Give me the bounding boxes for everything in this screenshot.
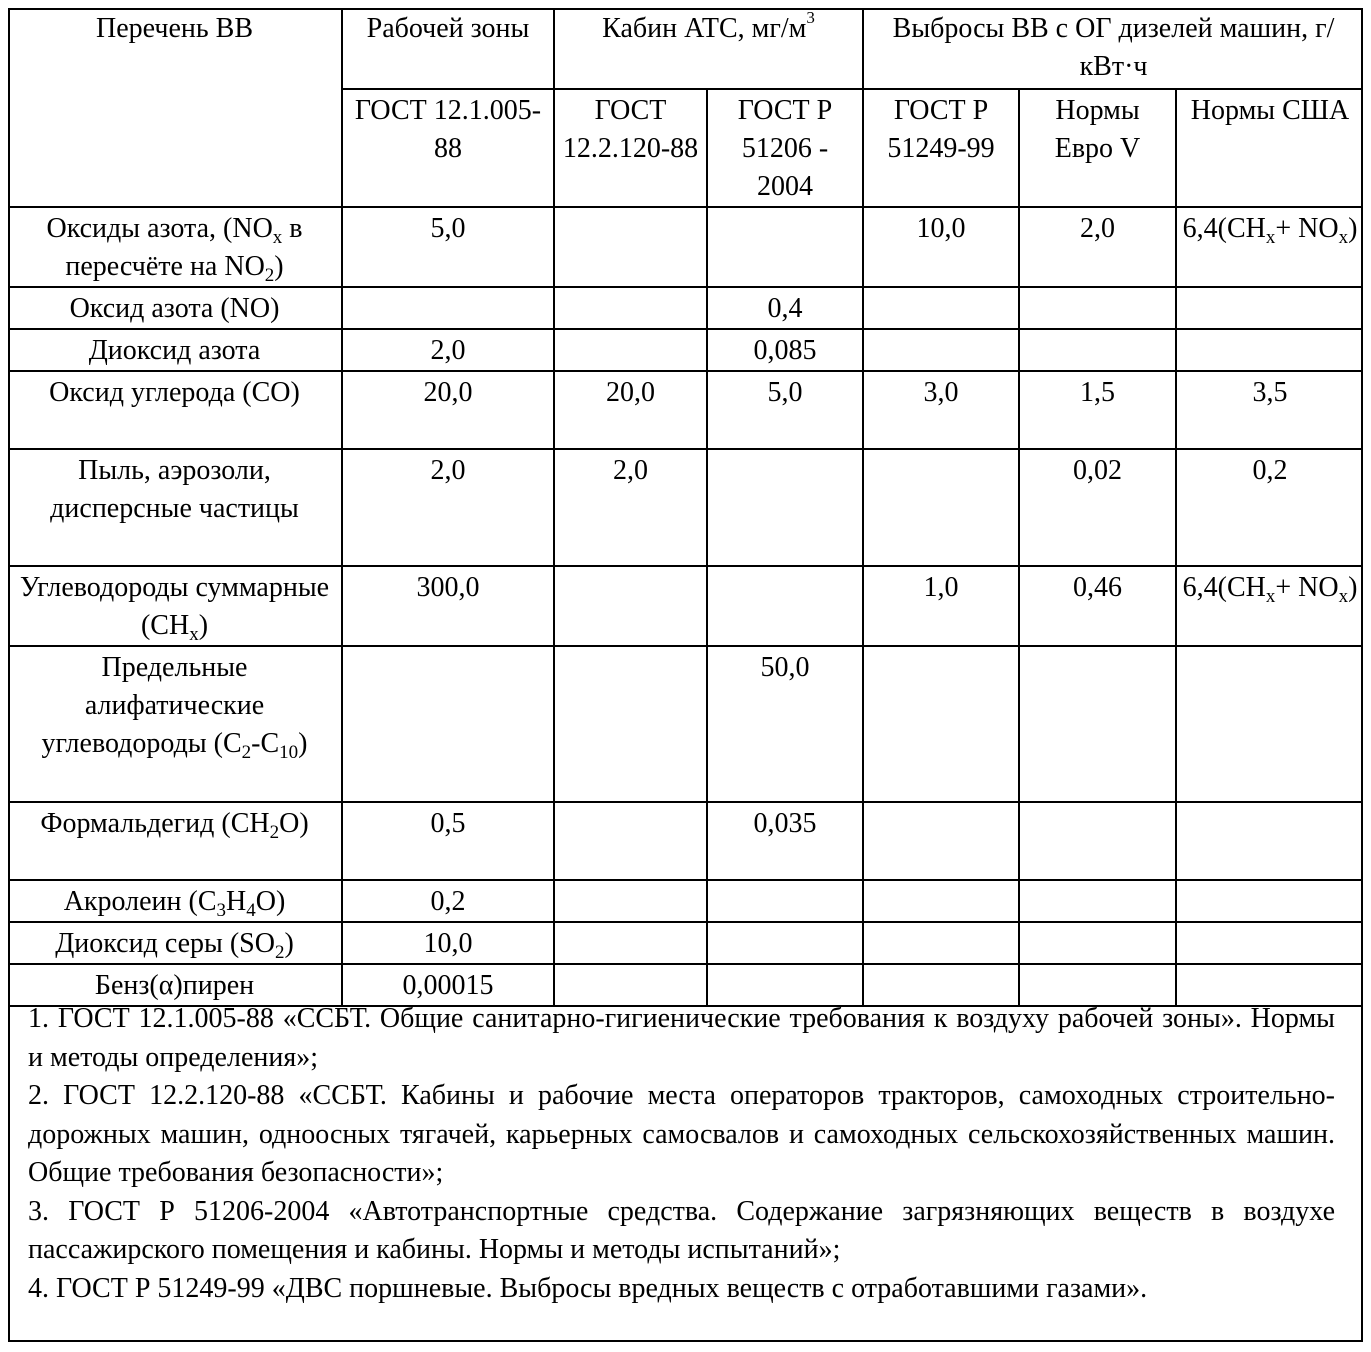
value-cell: 0,035 [707,802,863,880]
value-cell: 2,0 [342,449,554,566]
value-cell [1176,287,1363,329]
table-row [8,922,1363,964]
value-cell [554,646,707,802]
substance-name: Диоксид серы $(SO_2)$ [8,922,342,964]
value-cell [554,329,707,371]
value-cell: 0,46 [1019,566,1176,646]
table-row [8,566,1363,646]
substance-name: Бенз(α)пирен [8,964,342,1006]
value-cell: 1,5 [1019,371,1176,449]
value-cell: 50,0 [707,646,863,802]
value-cell [863,287,1019,329]
value-cell: 3,0 [863,371,1019,449]
header-standard: ГОСТ Р 51206 - 2004 [707,89,863,207]
value-cell: $6,4(CH_x+ NO_x)$ [1176,207,1363,287]
value-cell [1019,922,1176,964]
value-cell: $6,4(CH_x+ NO_x)$ [1176,566,1363,646]
table-row [8,449,1363,566]
value-cell [554,566,707,646]
substance-name: Оксиды азота, ($NO_x$ в пересчёте на $NO_2$) [8,207,342,287]
note-item: 3. ГОСТ Р 51206-2004 «Автотранспортные средства. Содержание загрязняющих веществ в воздухе пассажирского помещения и кабины. Нормы и методы испытаний»; [28,1195,1335,1265]
value-cell: 1,0 [863,566,1019,646]
value-cell: 2,0 [342,329,554,371]
value-cell [863,922,1019,964]
value-cell [342,646,554,802]
value-cell [554,802,707,880]
header-emissions: Выбросы ВВ с ОГ дизелей машин, г/кВт·ч [863,8,1363,89]
substance-name: Формальдегид $(CH_2O)$ [8,802,342,880]
substance-name: Акролеин $(C_3H_4O)$ [8,880,342,922]
value-cell: 10,0 [863,207,1019,287]
value-cell: 5,0 [342,207,554,287]
value-cell: 20,0 [342,371,554,449]
value-cell [863,880,1019,922]
value-cell: 0,02 [1019,449,1176,566]
value-cell: 10,0 [342,922,554,964]
value-cell: 5,0 [707,371,863,449]
substance-name: Диоксид азота [8,329,342,371]
value-cell [1019,880,1176,922]
header-list: Перечень ВВ [8,8,342,207]
value-cell [1176,329,1363,371]
substance-name: Пыль, аэрозоли, дисперсные частицы [8,449,342,566]
value-cell [1019,329,1176,371]
value-cell [1176,646,1363,802]
value-cell [1176,802,1363,880]
value-cell [707,207,863,287]
substance-name: Оксид азота (NO) [8,287,342,329]
table-row [8,207,1363,287]
value-cell: 0,5 [342,802,554,880]
value-cell: 0,4 [707,287,863,329]
notes-section [10,1000,1361,1308]
note-item: 4. ГОСТ Р 51249-99 «ДВС поршневые. Выбросы вредных веществ с отработавшими газами». [28,1272,1148,1304]
value-cell [554,287,707,329]
value-cell: 0,00015 [342,964,554,1006]
value-cell: 300,0 [342,566,554,646]
table-row [8,371,1363,449]
value-cell [554,880,707,922]
header-standard: ГОСТ 12.2.120-88 [554,89,707,207]
value-cell [707,566,863,646]
value-cell: 20,0 [554,371,707,449]
value-cell: 0,085 [707,329,863,371]
value-cell: 3,5 [1176,371,1363,449]
header-standard: Нормы Евро V [1019,89,1176,207]
header-work-zone: Рабочей зоны [342,8,554,89]
value-cell [1019,802,1176,880]
substance-name: Оксид углерода (CO) [8,371,342,449]
table-row [8,802,1363,880]
value-cell [863,646,1019,802]
note-item: 1. ГОСТ 12.1.005-88 «ССБТ. Общие санитарно-гигиенические требования к воздуху рабочей зоны». Нормы и методы определения»; [28,1003,1335,1073]
header-standard: ГОСТ 12.1.005-88 [342,89,554,207]
value-cell [863,802,1019,880]
value-cell [554,207,707,287]
value-cell [863,329,1019,371]
value-cell [1019,646,1176,802]
value-cell [342,287,554,329]
header-cabin-text: Кабин АТС, мг/м [602,13,807,44]
header-row-1 [8,8,1363,89]
value-cell: 0,2 [342,880,554,922]
value-cell [707,922,863,964]
header-standard: Нормы США [1176,89,1363,207]
table-row [8,646,1363,802]
table-body [8,207,1363,1006]
value-cell: 2,0 [1019,207,1176,287]
header-standard: ГОСТ Р 51249-99 [863,89,1019,207]
value-cell [1176,922,1363,964]
standards-table [8,8,1363,1007]
note-item: 2. ГОСТ 12.2.120-88 «ССБТ. Кабины и рабочие места операторов тракторов, самоходных строительно-дорожных машин, одноосных тягачей, карьерных самосвалов и самоходных сельскохозяйственных машин. Общие требования безопасности»; [28,1080,1335,1188]
value-cell [1176,880,1363,922]
value-cell [707,449,863,566]
table-row [8,329,1363,371]
value-cell [1019,287,1176,329]
substance-name: Углеводороды суммарные $(CH_x)$ [8,566,342,646]
header-cabin-unit-sup: 3 [806,8,815,27]
value-cell [863,449,1019,566]
header-cabin [554,8,863,89]
value-cell: 2,0 [554,449,707,566]
value-cell [554,922,707,964]
table-row [8,880,1363,922]
value-cell [707,880,863,922]
value-cell: 0,2 [1176,449,1363,566]
substance-name: Предельные алифатические углеводороды $(C_2-C_{10})$ [8,646,342,802]
table-row [8,287,1363,329]
